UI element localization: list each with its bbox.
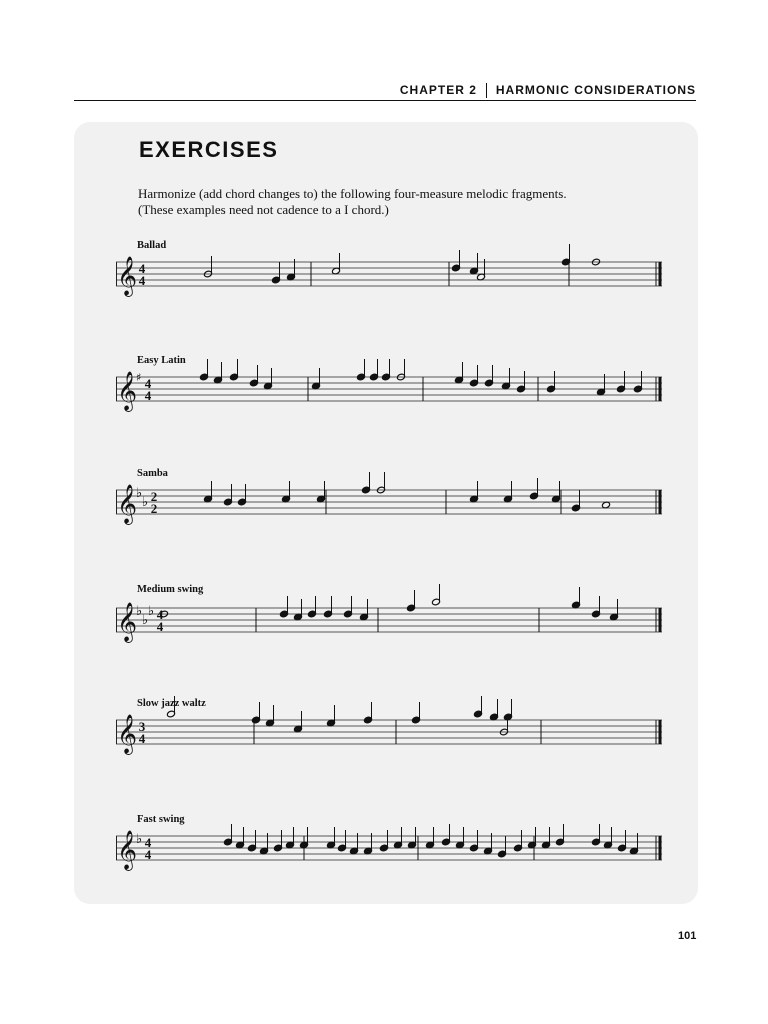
fragment-label: Medium swing xyxy=(137,584,204,595)
treble-clef-icon: 𝄞 xyxy=(117,714,138,754)
time-signature-bottom: 4 xyxy=(156,619,164,634)
flat-sign-icon: ♭ xyxy=(136,832,143,847)
time-signature-bottom: 4 xyxy=(144,847,152,862)
music-staff xyxy=(116,710,662,754)
header-rule xyxy=(74,100,696,101)
time-signature-top: 4 xyxy=(156,607,164,622)
section-label: HARMONIC CONSIDERATIONS xyxy=(495,83,696,97)
header-separator xyxy=(486,83,487,98)
fragment-label: Samba xyxy=(137,468,168,479)
exercises-title: EXERCISES xyxy=(139,137,279,162)
time-signature-bottom: 4 xyxy=(138,273,146,288)
time-signature-top: 3 xyxy=(138,719,146,734)
music-staff xyxy=(116,367,662,411)
chapter-label: CHAPTER 2 xyxy=(399,83,477,97)
time-signature-top: 4 xyxy=(144,835,152,850)
fragment-label: Easy Latin xyxy=(137,355,186,366)
time-signature-bottom: 2 xyxy=(150,501,158,516)
running-header xyxy=(74,80,696,100)
flat-sign-icon: ♭ xyxy=(142,495,149,510)
flat-sign-icon: ♭ xyxy=(136,486,143,501)
time-signature-top: 2 xyxy=(150,489,158,504)
instruction-line-1: Harmonize (add chord changes to) the following four-measure melodic fragments. xyxy=(138,186,567,201)
treble-clef-icon: 𝄞 xyxy=(117,256,138,296)
fragment-label: Ballad xyxy=(137,240,167,251)
treble-clef-icon: 𝄞 xyxy=(117,371,138,411)
treble-clef-icon: 𝄞 xyxy=(117,602,138,642)
music-staff xyxy=(116,598,662,642)
flat-sign-icon: ♭ xyxy=(148,604,155,619)
treble-clef-icon: 𝄞 xyxy=(117,484,138,524)
flat-sign-icon: ♭ xyxy=(136,604,143,619)
music-staff xyxy=(116,826,662,870)
time-signature-bottom: 4 xyxy=(138,731,146,746)
treble-clef-icon: 𝄞 xyxy=(117,830,138,870)
time-signature-top: 4 xyxy=(144,376,152,391)
music-staff xyxy=(116,480,662,524)
sharp-sign-icon: ♯ xyxy=(136,371,142,384)
time-signature-top: 4 xyxy=(138,261,146,276)
page-number: 101 xyxy=(678,930,697,942)
fragment-label: Fast swing xyxy=(137,814,185,825)
time-signature-bottom: 4 xyxy=(144,388,152,403)
flat-sign-icon: ♭ xyxy=(142,613,149,628)
music-staff xyxy=(116,252,662,296)
instruction-line-2: (These examples need not cadence to a I chord.) xyxy=(138,202,389,217)
fragment-label: Slow jazz waltz xyxy=(137,698,206,709)
